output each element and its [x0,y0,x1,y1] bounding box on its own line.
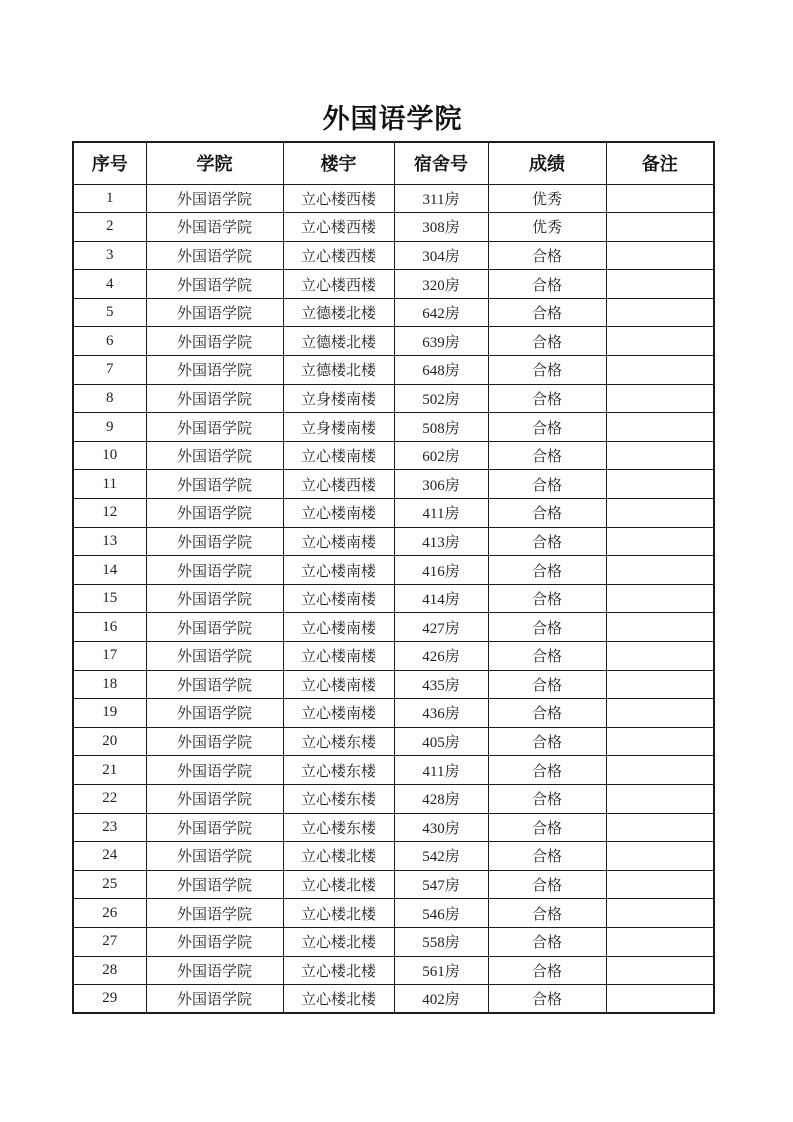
cell-remarks [606,241,714,270]
cell-college: 外国语学院 [146,727,283,756]
cell-grade: 合格 [488,927,606,956]
cell-index: 22 [73,784,146,813]
cell-grade: 合格 [488,413,606,442]
cell-building: 立心楼东楼 [283,813,394,842]
cell-college: 外国语学院 [146,527,283,556]
cell-room: 414房 [394,584,488,613]
cell-building: 立心楼南楼 [283,642,394,671]
cell-remarks [606,441,714,470]
cell-building: 立心楼西楼 [283,184,394,213]
cell-remarks [606,899,714,928]
cell-remarks [606,756,714,785]
cell-college: 外国语学院 [146,927,283,956]
cell-college: 外国语学院 [146,670,283,699]
cell-grade: 合格 [488,556,606,585]
table-row [73,756,714,785]
cell-room: 547房 [394,870,488,899]
table-row [73,413,714,442]
cell-room: 311房 [394,184,488,213]
cell-remarks [606,384,714,413]
cell-grade: 合格 [488,956,606,985]
cell-building: 立心楼西楼 [283,241,394,270]
table-row [73,842,714,871]
cell-index: 10 [73,441,146,470]
table-row [73,584,714,613]
cell-building: 立心楼南楼 [283,527,394,556]
table-body [73,184,714,1013]
cell-remarks [606,956,714,985]
cell-remarks [606,813,714,842]
cell-room: 561房 [394,956,488,985]
cell-grade: 合格 [488,470,606,499]
cell-remarks [606,413,714,442]
cell-index: 9 [73,413,146,442]
cell-index: 15 [73,584,146,613]
cell-college: 外国语学院 [146,270,283,299]
cell-room: 436房 [394,699,488,728]
cell-index: 4 [73,270,146,299]
cell-building: 立心楼西楼 [283,270,394,299]
cell-room: 308房 [394,213,488,242]
table-row [73,727,714,756]
cell-remarks [606,870,714,899]
cell-remarks [606,670,714,699]
table-row [73,670,714,699]
table-row [73,441,714,470]
header-cell-remarks: 备注 [606,142,714,184]
cell-index: 5 [73,298,146,327]
cell-index: 27 [73,927,146,956]
cell-room: 411房 [394,756,488,785]
cell-index: 13 [73,527,146,556]
cell-building: 立心楼南楼 [283,441,394,470]
cell-building: 立德楼北楼 [283,327,394,356]
table-row [73,499,714,528]
cell-building: 立心楼南楼 [283,613,394,642]
cell-room: 648房 [394,356,488,385]
cell-college: 外国语学院 [146,356,283,385]
cell-room: 416房 [394,556,488,585]
cell-college: 外国语学院 [146,899,283,928]
cell-room: 430房 [394,813,488,842]
cell-remarks [606,356,714,385]
table-row [73,613,714,642]
cell-index: 16 [73,613,146,642]
cell-grade: 合格 [488,499,606,528]
header-cell-index: 序号 [73,142,146,184]
cell-grade: 合格 [488,613,606,642]
cell-index: 2 [73,213,146,242]
cell-room: 320房 [394,270,488,299]
header-cell-college: 学院 [146,142,283,184]
table-row [73,784,714,813]
cell-college: 外国语学院 [146,784,283,813]
cell-room: 428房 [394,784,488,813]
cell-remarks [606,842,714,871]
table-row [73,298,714,327]
cell-grade: 合格 [488,727,606,756]
table-row [73,470,714,499]
cell-room: 306房 [394,470,488,499]
cell-index: 17 [73,642,146,671]
table-header-row [73,142,714,184]
cell-building: 立德楼北楼 [283,298,394,327]
table-row [73,327,714,356]
cell-room: 426房 [394,642,488,671]
cell-college: 外国语学院 [146,184,283,213]
cell-remarks [606,584,714,613]
cell-building: 立心楼北楼 [283,899,394,928]
table-row [73,899,714,928]
cell-grade: 合格 [488,699,606,728]
cell-grade: 合格 [488,813,606,842]
cell-college: 外国语学院 [146,985,283,1014]
cell-remarks [606,527,714,556]
table-row [73,213,714,242]
cell-college: 外国语学院 [146,956,283,985]
table-header [73,142,714,184]
cell-building: 立心楼南楼 [283,699,394,728]
cell-college: 外国语学院 [146,384,283,413]
cell-grade: 合格 [488,327,606,356]
cell-building: 立心楼北楼 [283,927,394,956]
cell-building: 立心楼东楼 [283,756,394,785]
cell-index: 18 [73,670,146,699]
cell-building: 立心楼东楼 [283,784,394,813]
cell-room: 642房 [394,298,488,327]
cell-building: 立德楼北楼 [283,356,394,385]
cell-remarks [606,470,714,499]
cell-building: 立身楼南楼 [283,384,394,413]
cell-index: 6 [73,327,146,356]
cell-college: 外国语学院 [146,842,283,871]
cell-index: 1 [73,184,146,213]
cell-room: 427房 [394,613,488,642]
cell-grade: 合格 [488,756,606,785]
cell-remarks [606,642,714,671]
table-row [73,642,714,671]
cell-grade: 优秀 [488,213,606,242]
cell-building: 立心楼南楼 [283,556,394,585]
cell-grade: 合格 [488,270,606,299]
table-row [73,985,714,1014]
cell-room: 435房 [394,670,488,699]
cell-index: 25 [73,870,146,899]
cell-remarks [606,270,714,299]
table-row [73,356,714,385]
header-cell-building: 楼宇 [283,142,394,184]
cell-college: 外国语学院 [146,584,283,613]
cell-grade: 合格 [488,642,606,671]
cell-remarks [606,556,714,585]
cell-index: 20 [73,727,146,756]
table-row [73,699,714,728]
cell-remarks [606,213,714,242]
cell-college: 外国语学院 [146,556,283,585]
cell-room: 405房 [394,727,488,756]
cell-college: 外国语学院 [146,499,283,528]
cell-room: 413房 [394,527,488,556]
cell-index: 19 [73,699,146,728]
table-row [73,556,714,585]
cell-remarks [606,699,714,728]
cell-index: 8 [73,384,146,413]
cell-building: 立身楼南楼 [283,413,394,442]
cell-index: 28 [73,956,146,985]
cell-building: 立心楼南楼 [283,499,394,528]
cell-building: 立心楼北楼 [283,985,394,1014]
cell-grade: 合格 [488,842,606,871]
cell-building: 立心楼北楼 [283,842,394,871]
header-cell-room: 宿舍号 [394,142,488,184]
cell-room: 542房 [394,842,488,871]
cell-room: 508房 [394,413,488,442]
cell-remarks [606,613,714,642]
cell-index: 26 [73,899,146,928]
cell-building: 立心楼南楼 [283,584,394,613]
cell-index: 7 [73,356,146,385]
table-row [73,870,714,899]
table-row [73,241,714,270]
cell-grade: 合格 [488,584,606,613]
cell-grade: 合格 [488,298,606,327]
table-row [73,384,714,413]
cell-remarks [606,985,714,1014]
cell-building: 立心楼北楼 [283,870,394,899]
dorm-grade-table [72,141,715,1014]
cell-remarks [606,327,714,356]
cell-building: 立心楼东楼 [283,727,394,756]
cell-building: 立心楼西楼 [283,213,394,242]
cell-index: 23 [73,813,146,842]
cell-grade: 合格 [488,384,606,413]
table-row [73,927,714,956]
cell-building: 立心楼西楼 [283,470,394,499]
cell-college: 外国语学院 [146,470,283,499]
cell-building: 立心楼南楼 [283,670,394,699]
cell-room: 304房 [394,241,488,270]
cell-index: 14 [73,556,146,585]
cell-college: 外国语学院 [146,298,283,327]
cell-grade: 合格 [488,670,606,699]
cell-grade: 合格 [488,899,606,928]
cell-remarks [606,184,714,213]
cell-grade: 合格 [488,356,606,385]
cell-index: 11 [73,470,146,499]
cell-index: 21 [73,756,146,785]
cell-index: 29 [73,985,146,1014]
page-title: 外国语学院 [322,104,463,134]
cell-room: 546房 [394,899,488,928]
table-row [73,813,714,842]
cell-index: 12 [73,499,146,528]
cell-college: 外国语学院 [146,327,283,356]
cell-room: 411房 [394,499,488,528]
cell-college: 外国语学院 [146,699,283,728]
cell-college: 外国语学院 [146,241,283,270]
cell-grade: 优秀 [488,184,606,213]
cell-college: 外国语学院 [146,613,283,642]
cell-room: 558房 [394,927,488,956]
table-row [73,527,714,556]
table-row [73,184,714,213]
cell-remarks [606,784,714,813]
cell-grade: 合格 [488,441,606,470]
cell-room: 639房 [394,327,488,356]
cell-grade: 合格 [488,241,606,270]
header-cell-grade: 成绩 [488,142,606,184]
cell-building: 立心楼北楼 [283,956,394,985]
table-row [73,270,714,299]
cell-grade: 合格 [488,527,606,556]
cell-college: 外国语学院 [146,756,283,785]
cell-college: 外国语学院 [146,213,283,242]
table-row [73,956,714,985]
cell-college: 外国语学院 [146,413,283,442]
cell-grade: 合格 [488,870,606,899]
cell-room: 502房 [394,384,488,413]
cell-index: 24 [73,842,146,871]
cell-remarks [606,927,714,956]
cell-college: 外国语学院 [146,642,283,671]
cell-grade: 合格 [488,784,606,813]
cell-remarks [606,727,714,756]
cell-college: 外国语学院 [146,813,283,842]
cell-college: 外国语学院 [146,441,283,470]
cell-grade: 合格 [488,985,606,1014]
cell-room: 402房 [394,985,488,1014]
cell-index: 3 [73,241,146,270]
cell-college: 外国语学院 [146,870,283,899]
cell-remarks [606,499,714,528]
cell-remarks [606,298,714,327]
cell-room: 602房 [394,441,488,470]
